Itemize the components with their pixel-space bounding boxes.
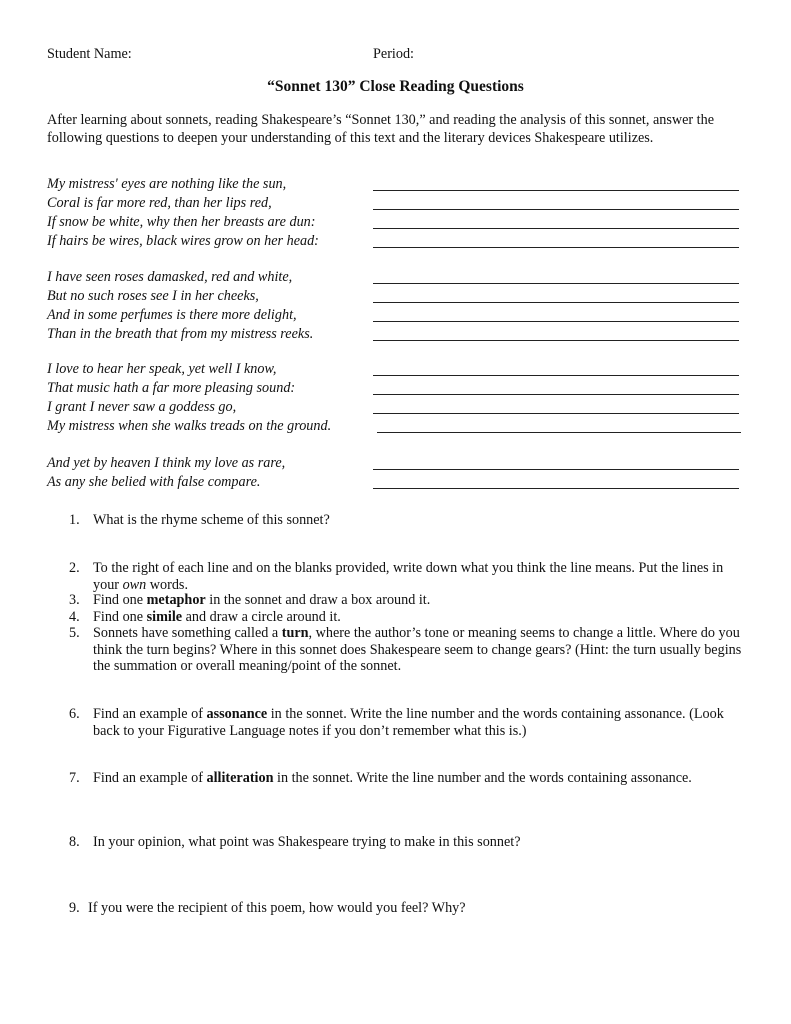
poem-line-text: I have seen roses damasked, red and white, [47,269,293,285]
student-name-label: Student Name: [47,46,132,62]
question-text [93,560,743,593]
question-text [93,625,743,675]
answer-blank[interactable] [373,190,739,191]
question-text-part: To the right of each line and on the blanks provided, write down what you think the line means. Put the lines in your [93,560,724,593]
question-text-part: in the sonnet. Write the line number and the words containing assonance. [273,770,692,786]
answer-blank[interactable] [373,375,739,376]
question-number: 7. [69,770,80,786]
poem-line [47,233,747,252]
question-text-part: Find one [93,592,147,608]
term-alliteration: alliteration [206,770,274,786]
question-number: 6. [69,706,80,722]
poem-line-text: As any she belied with false compare. [47,474,261,490]
poem-line [47,214,747,233]
poem-line-text: My mistress when she walks treads on the ground. [47,418,332,434]
page-title: “Sonnet 130” Close Reading Questions [267,78,524,95]
question-number: 5. [69,625,80,641]
poem-line-text: I grant I never saw a goddess go, [47,399,237,415]
answer-blank[interactable] [373,413,739,414]
poem-line-text: And in some perfumes is there more delight, [47,307,297,323]
poem-line [47,326,747,345]
question-number: 2. [69,560,80,576]
answer-blank[interactable] [373,247,739,248]
question-text-part: Find one [93,609,147,625]
question-text [93,706,743,739]
answer-blank[interactable] [373,302,739,303]
period-label: Period: [373,46,414,62]
question-number: 4. [69,609,80,625]
answer-blank[interactable] [377,432,741,433]
answer-blank[interactable] [373,488,739,489]
question-text [93,770,743,787]
poem-line-text: Than in the breath that from my mistress reeks. [47,326,314,342]
poem-stanza-1 [47,176,747,252]
term-simile: simile [146,609,183,625]
poem-line-text: I love to hear her speak, yet well I know, [47,361,277,377]
question-number: 3. [69,592,80,608]
term-metaphor: metaphor [146,592,206,608]
question-text-part: in the sonnet. Write the line number and the words containing assonance. (Look back to your Figurative Language notes if you don’t remember what this is.) [93,706,724,739]
poem-line [47,399,747,418]
question-text: What is the rhyme scheme of this sonnet? [93,512,330,528]
poem-line-text: If snow be white, why then her breasts are dun: [47,214,316,230]
question-number: 1. [69,512,80,528]
question-text: If you were the recipient of this poem, how would you feel? Why? [88,900,466,916]
poem-line [47,455,747,474]
intro-paragraph: After learning about sonnets, reading Shakespeare’s “Sonnet 130,” and reading the analysis of this sonnet, answer the following questions to deepen your understanding of this text and the literary devices Shakespeare utilizes. [47,112,715,146]
question-text [93,592,743,609]
poem-couplet [47,455,747,493]
answer-blank[interactable] [373,321,739,322]
answer-blank[interactable] [373,228,739,229]
answer-blank[interactable] [373,209,739,210]
question-text-part: , where the author’s tone or meaning seems to change a little. Where do you think the turn begins? Where in this sonnet does Shakespeare seem to change gears? (Hint: the turn usually begins the summation or overall meaning/point of the sonnet. [93,625,742,674]
poem-line [47,307,747,326]
poem-line [47,361,747,380]
question-text-part: Find an example of [93,770,207,786]
term-turn: turn [281,625,309,641]
poem-line [47,288,747,307]
poem-line-text: And yet by heaven I think my love as rare, [47,455,286,471]
poem-line-text: But no such roses see I in her cheeks, [47,288,259,304]
answer-blank[interactable] [373,340,739,341]
poem-line-text: My mistress' eyes are nothing like the sun, [47,176,287,192]
poem-line [47,418,747,437]
question-number: 8. [69,834,80,850]
emphasis-own: own [122,576,147,593]
header [47,46,747,66]
poem-line [47,380,747,399]
poem-line-text: Coral is far more red, than her lips red, [47,195,272,211]
question-text-part: words. [146,576,188,593]
poem-stanza-2 [47,269,747,345]
question-text: In your opinion, what point was Shakespeare trying to make in this sonnet? [93,834,521,850]
answer-blank[interactable] [373,469,739,470]
question-text-part: and draw a circle around it. [182,609,341,625]
answer-blank[interactable] [373,394,739,395]
poem-stanza-3 [47,361,747,437]
question-text [93,609,743,626]
poem-line [47,176,747,195]
question-text-part: Find an example of [93,706,207,722]
term-assonance: assonance [206,706,268,722]
poem-line [47,474,747,493]
question-text-part: in the sonnet and draw a box around it. [205,592,431,608]
question-number: 9. [69,900,80,916]
poem-line [47,269,747,288]
answer-blank[interactable] [373,283,739,284]
poem-line-text: If hairs be wires, black wires grow on her head: [47,233,319,249]
poem-line-text: That music hath a far more pleasing sound: [47,380,296,396]
poem-line [47,195,747,214]
question-text-part: Sonnets have something called a [93,625,282,641]
